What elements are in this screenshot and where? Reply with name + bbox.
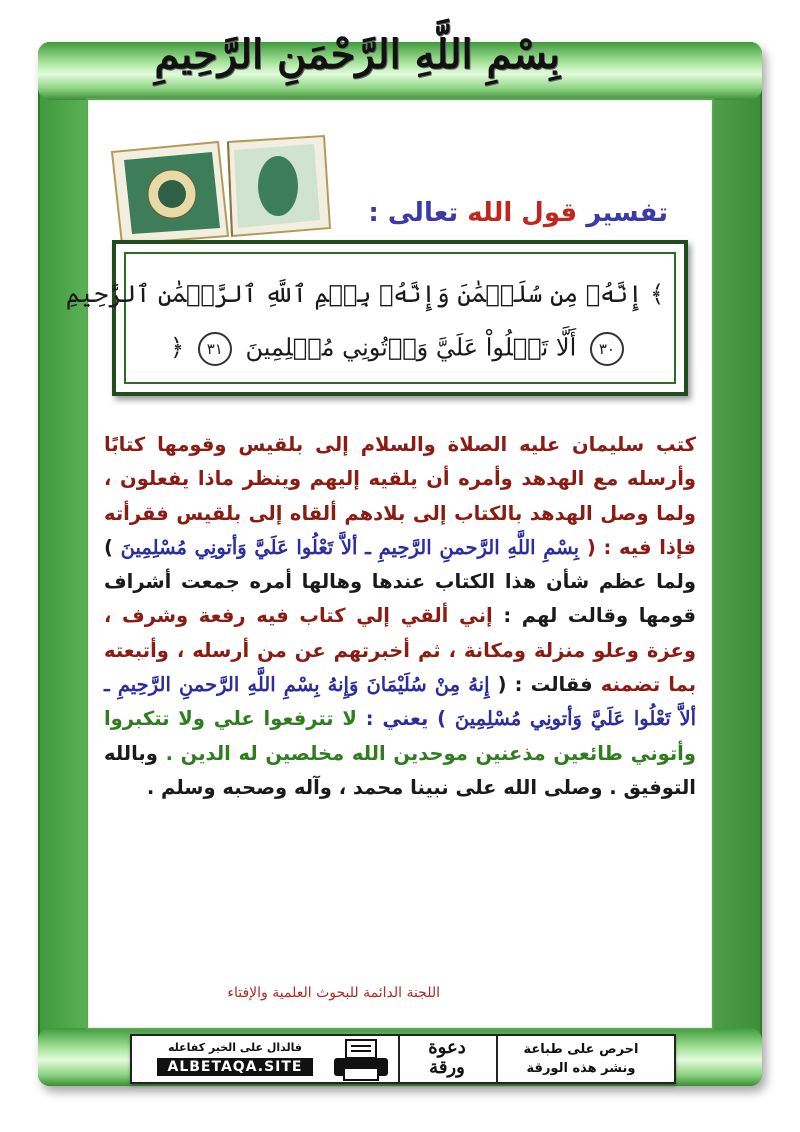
body-paragraph-4: فقالت : ( [497,673,593,697]
footer-bar [130,1034,676,1084]
body-paragraph-6: لا تترفعوا علي ولا تتكبروا وأتوني طائعين مذعنين موحدين الله مخلصين له الدين . [104,707,696,765]
signature-committee: اللجنة الدائمة للبحوث العلمية والإفتاء [227,985,440,1001]
logo-line-1: دعوة [428,1037,466,1058]
quran-book-icon [108,132,334,244]
printer-icon [330,1038,392,1082]
page-title [330,190,668,236]
verse-number-30: ٣٠ [590,332,624,366]
body-paragraph-7: وبالله التوفيق . وصلى الله على نبينا محمد ، وآله وصحبه وسلم . [104,741,696,799]
print-note-line-2: ونشر هذه الورقة [526,1061,636,1076]
footer-motto: فالدال على الخير كفاعله [167,1041,303,1054]
title-part-2: قول الله [467,198,578,228]
verse-text-2: أَلَّا تَعۡلُواْ عَلَيَّ وَأۡتُونِي مُسۡلِمِينَ [245,333,577,362]
print-note-line-1: احرص على طباعة [523,1042,639,1057]
body-paragraph-2: ) ولما عظم شأن هذا الكتاب عندها وهالها أمره جمعت أشراف قومها وقالت لهم : [104,535,696,628]
body-paragraph-3: إني ألقي إلي كتاب فيه رفعة وشرف ، وعزة وعلو منزلة ومكانة ، ثم أخبرتهم عن من أرسله ، وأتبعته بما تضمنه [104,604,697,697]
footer-logo [402,1038,492,1080]
footer-print-note [496,1040,666,1078]
title-part-1: تفسير [586,198,668,228]
ornament-open: ﴾ [649,280,664,308]
footer-separator [398,1036,400,1082]
tafsir-body [104,428,696,968]
title-part-3: تعالى : [368,198,459,228]
verse-box [65,240,688,396]
logo-line-2: ورقة [429,1057,465,1078]
verse-line-1 [65,280,664,308]
quote-1: بِسْمِ اللَّهِ الرَّحمنِ الرَّحِيمِ ـ ألاَّ تَعْلُوا عَلَيَّ وَأتونِي مُسْلِمِينَ [120,535,580,559]
verse-number-31: ٣١ [198,332,232,366]
body-paragraph-5: ) يعني : [365,707,447,731]
verse-line-2 [136,332,664,366]
ornament-close: ﴿ [170,333,185,362]
basmala-calligraphy: بِسْمِ اللَّهِ الرَّحْمَنِ الرَّحِيمِ [154,31,560,78]
verse-text-1: إِنَّهُۥ مِن سُلَيۡمَٰنَ وَإِنَّهُۥ بِسۡمِ ٱللَّهِ ٱلرَّحۡمَٰنِ ٱلرَّحِيمِ [65,280,643,308]
footer-site-block [140,1040,330,1078]
body-paragraph-1: كتب سليمان عليه الصلاة والسلام إلى بلقيس وقومها كتابًا وأرسله مع الهدهد وأمره أن يلقيه إليهم وينظر ماذا يفعلون ، ولما وصل الهدهد بالكتاب إلى بلادهم ألقاه إلى بلقيس فقرأته فإذا فيه : ( [104,433,696,559]
footer-site-link[interactable]: ALBETAQA.SITE [157,1058,312,1076]
quote-2: إِنهُ مِنْ سُلَيْمَانَ وَإِنهُ بِسْمِ اللَّهِ الرَّحمنِ الرَّحِيمِ ـ ألاَّ تَعْلُوا عَلَيَّ وَأتونِي مُسْلِمِينَ [104,673,696,731]
